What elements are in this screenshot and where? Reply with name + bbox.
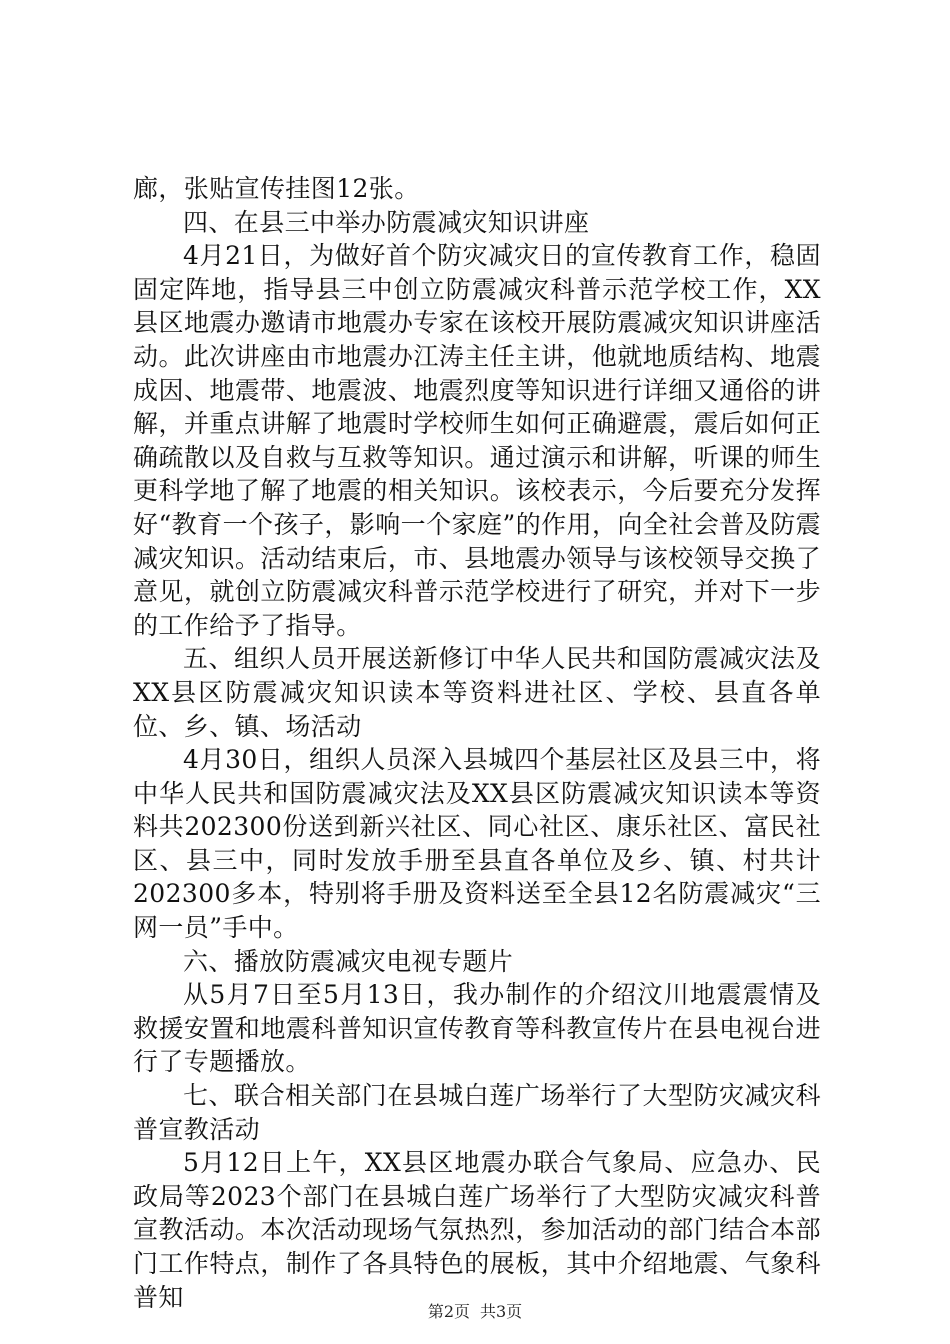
body-paragraph: 5月12日上午，XX县区地震办联合气象局、应急办、民政局等2023个部门在县城白莲广场举行了大型防灾减灾科普宣教活动。本次活动现场气氛热烈，参加活动的部门结合本部门工作特点，制作了各具特色的展板，其中介绍地震、气象科普知 <box>133 1148 821 1312</box>
page-footer <box>0 1299 950 1322</box>
page-total: 共3页 <box>480 1302 523 1321</box>
paragraph-continuation: 廊，张贴宣传挂图12张。 <box>133 174 420 203</box>
body-paragraph: 从5月7日至5月13日，我办制作的介绍汶川地震震情及救援安置和地震科普知识宣传教育等科教宣传片在县电视台进行了专题播放。 <box>133 980 821 1077</box>
page-number: 第2页 <box>427 1302 470 1321</box>
document-body <box>133 172 821 1314</box>
section-heading-5: 五、组织人员开展送新修订中华人民共和国防震减灾法及XX县区防震减灾知识读本等资料进社区、学校、县直各单位、乡、镇、场活动 <box>133 644 821 741</box>
section-heading-6: 六、播放防震减灾电视专题片 <box>183 946 514 976</box>
body-paragraph: 4月30日，组织人员深入县城四个基层社区及县三中，将中华人民共和国防震减灾法及XX县区防震减灾知识读本等资料共202300份送到新兴社区、同心社区、康乐社区、富民社区、县三中，同时发放手册至县直各单位及乡、镇、村共计202300多本，特别将手册及资料送至全县12名防震减灾“三网一员”手中。 <box>133 745 821 943</box>
section-heading-7: 七、联合相关部门在县城白莲广场举行了大型防灾减灾科普宣教活动 <box>133 1081 821 1144</box>
section-heading-4: 四、在县三中举办防震减灾知识讲座 <box>183 207 590 237</box>
body-paragraph: 4月21日，为做好首个防灾减灾日的宣传教育工作，稳固固定阵地，指导县三中创立防震减灾科普示范学校工作，XX县区地震办邀请市地震办专家在该校开展防震减灾知识讲座活动。此次讲座由市地震办江涛主任主讲，他就地质结构、地震成因、地震带、地震波、地震烈度等知识进行详细又通俗的讲解，并重点讲解了地震时学校师生如何正确避震，震后如何正确疏散以及自救与互救等知识。通过演示和讲解，听课的师生更科学地了解了地震的相关知识。该校表示，今后要充分发挥好“教育一个孩子，影响一个家庭”的作用，向全社会普及防震减灾知识。活动结束后，市、县地震办领导与该校领导交换了意见，就创立防震减灾科普示范学校进行了研究，并对下一步的工作给予了指导。 <box>133 241 821 640</box>
